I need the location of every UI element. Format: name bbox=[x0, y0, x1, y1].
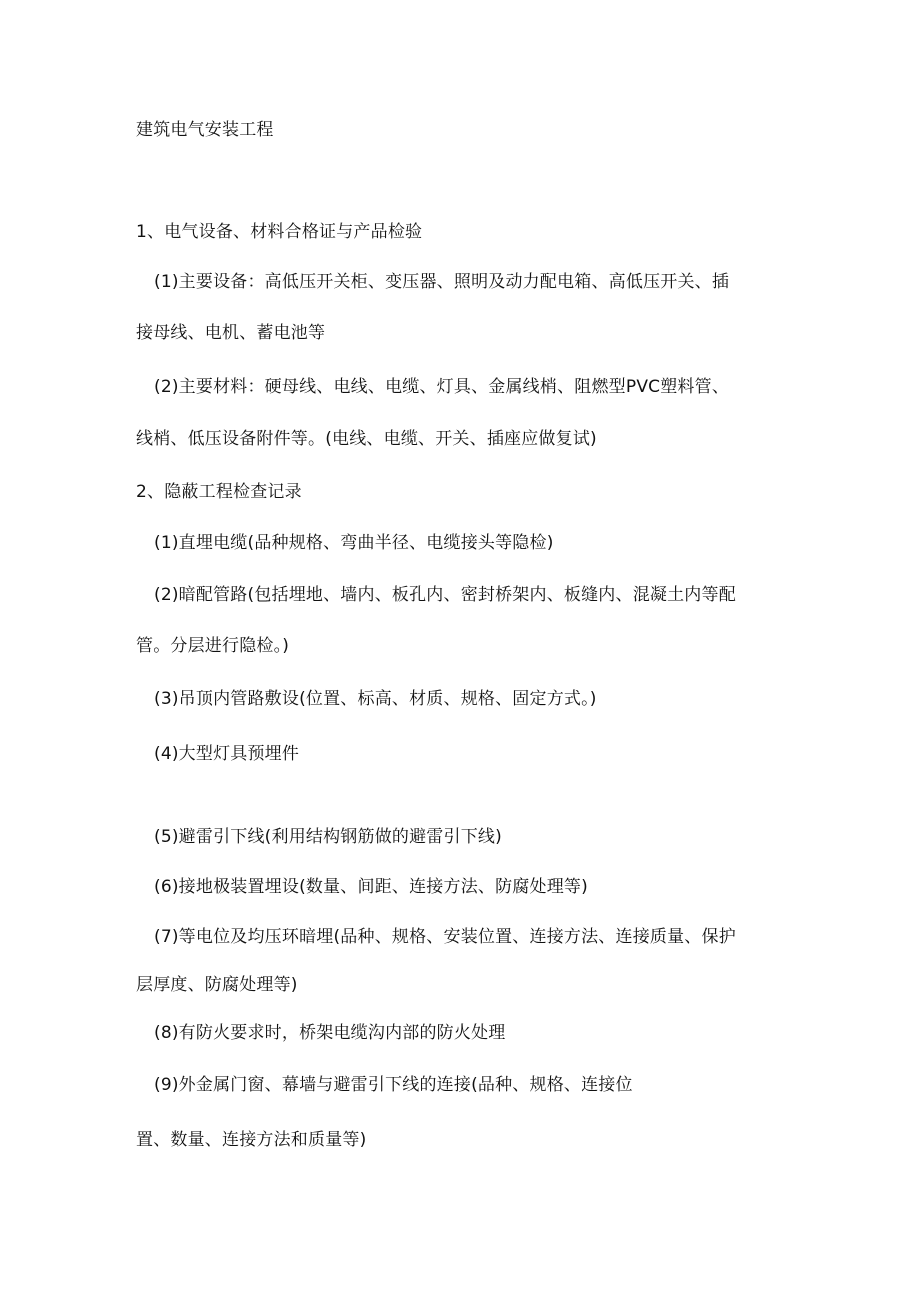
section-heading: 2、隐蔽工程检查记录 bbox=[136, 482, 302, 502]
list-item-continuation: 置、数量、连接方法和质量等) bbox=[136, 1130, 367, 1150]
list-item-text: (4)大型灯具预埋件 bbox=[154, 744, 300, 764]
list-item-text: (8)有防火要求时，桥架电缆沟内部的防火处理 bbox=[154, 1023, 506, 1043]
list-item-text: (1)主要设备：高低压开关柜、变压器、照明及动力配电箱、高低压开关、插 bbox=[154, 272, 730, 292]
list-item-text: (6)接地极装置埋设(数量、间距、连接方法、防腐处理等) bbox=[154, 877, 588, 897]
list-item-continuation: 管。分层进行隐检。) bbox=[136, 636, 290, 656]
list-item-continuation: 接母线、电机、蓄电池等 bbox=[136, 323, 326, 343]
list-item-text: (3)吊顶内管路敷设(位置、标高、材质、规格、固定方式。) bbox=[154, 689, 597, 709]
section-heading: 1、电气设备、材料合格证与产品检验 bbox=[136, 222, 423, 242]
list-item-text: (2)主要材料：硬母线、电线、电缆、灯具、金属线梢、阻燃型PVC塑料管、 bbox=[154, 377, 730, 397]
list-item-text: (2)暗配管路(包括埋地、墙内、板孔内、密封桥架内、板缝内、混凝土内等配 bbox=[154, 585, 736, 605]
list-item-text: (5)避雷引下线(利用结构钢筋做的避雷引下线) bbox=[154, 827, 502, 847]
list-item-text: (1)直埋电缆(品种规格、弯曲半径、电缆接头等隐检) bbox=[154, 533, 554, 553]
list-item-text: (9)外金属门窗、幕墙与避雷引下线的连接(品种、规格、连接位 bbox=[154, 1075, 633, 1095]
list-item-continuation: 线梢、低压设备附件等。(电线、电缆、开关、插座应做复试) bbox=[136, 429, 597, 449]
list-item-text: (7)等电位及均压环暗埋(品种、规格、安装位置、连接方法、连接质量、保护 bbox=[154, 927, 736, 947]
list-item-continuation: 层厚度、防腐处理等) bbox=[136, 975, 298, 995]
document-title: 建筑电气安装工程 bbox=[136, 120, 274, 140]
